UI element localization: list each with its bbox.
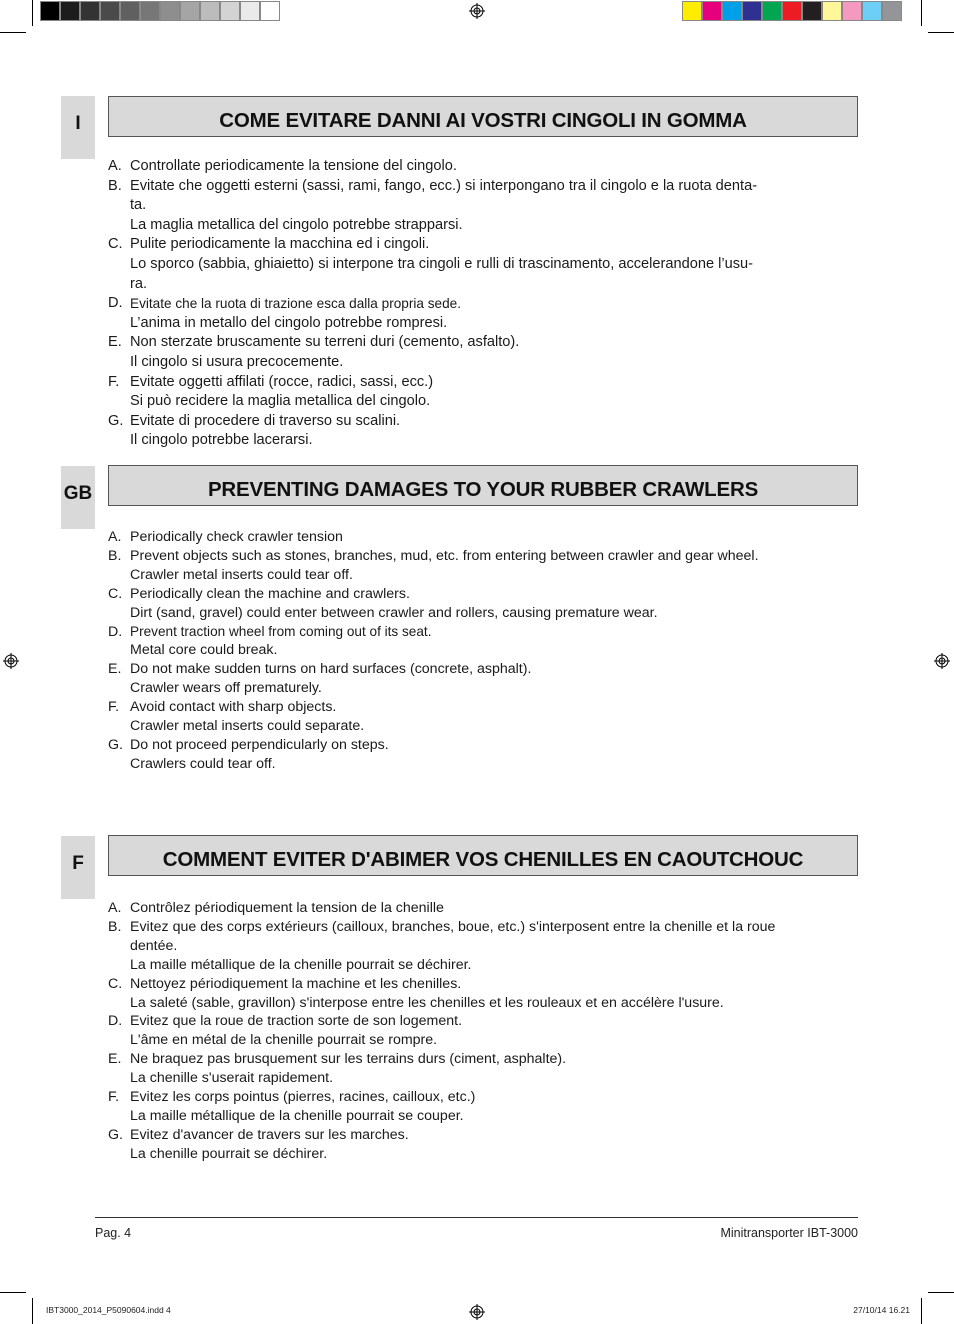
italian-instructions-list [108, 157, 858, 451]
color-swatch [762, 1, 782, 21]
gray-swatch [140, 1, 160, 21]
crop-mark-top-right-v [921, 0, 922, 26]
item-text-line: Evitate che la ruota di trazione esca dalla propria sede. [130, 296, 461, 312]
item-text-line: Si può recidere la maglia metallica del cingolo. [130, 393, 431, 410]
list-item [108, 1126, 858, 1164]
list-item [108, 698, 858, 736]
gray-swatch [160, 1, 180, 21]
crop-mark-top-left-h [0, 32, 26, 33]
gray-swatch [200, 1, 220, 21]
item-text-line: Crawler metal inserts could separate. [130, 718, 365, 735]
list-item [108, 1050, 858, 1088]
crop-mark-top-left-v [32, 0, 33, 26]
list-item [108, 235, 858, 294]
crop-mark-bottom-right-h [928, 1292, 954, 1293]
gray-swatch [100, 1, 120, 21]
color-swatch [822, 1, 842, 21]
list-item [108, 333, 858, 372]
item-text-line: Metal core could break. [130, 642, 278, 659]
item-letter: F. [108, 1089, 120, 1106]
item-letter: A. [108, 529, 122, 545]
item-text-line: La chenille pourrait se déchirer. [130, 1145, 328, 1162]
item-letter: C. [108, 975, 123, 992]
gray-swatch [60, 1, 80, 21]
item-text-line: Crawlers could tear off. [130, 755, 276, 772]
item-text-line: Evitate che oggetti esterni (sassi, rami, fango, ecc.) si interpongano tra il cingolo e la ruota denta- [130, 177, 758, 194]
item-letter: C. [108, 236, 123, 253]
gray-swatch [40, 1, 60, 21]
gray-swatch [240, 1, 260, 21]
section-title-english: PREVENTING DAMAGES TO YOUR RUBBER CRAWLERS [108, 465, 858, 506]
item-text-line: Il cingolo si usura precocemente. [130, 353, 344, 370]
item-text-line: Evitez que des corps extérieurs (cailloux, branches, boue, etc.) s'interposent entre la chenille et la roue [130, 918, 776, 935]
item-letter: E. [108, 1051, 122, 1068]
list-item [108, 528, 858, 547]
color-swatch [702, 1, 722, 21]
item-letter: D. [108, 295, 123, 312]
item-text-line: Crawler wears off prematurely. [130, 680, 322, 697]
list-item [108, 975, 858, 1013]
gray-swatch [120, 1, 140, 21]
list-item [108, 623, 858, 661]
item-text-line: Lo sporco (sabbia, ghiaietto) si interpone tra cingoli e rulli di trascinamento, accelerandone l’usu- [130, 255, 754, 272]
color-swatch [742, 1, 762, 21]
item-letter: C. [108, 585, 123, 602]
item-letter: G. [108, 736, 123, 753]
item-letter: D. [108, 623, 123, 640]
item-text-line: Avoid contact with sharp objects. [130, 699, 337, 716]
item-letter: E. [108, 334, 122, 351]
gray-swatch [220, 1, 240, 21]
list-item [108, 660, 858, 698]
english-instructions-list [108, 528, 858, 774]
crop-mark-bottom-right-v [921, 1298, 922, 1324]
list-item [108, 1012, 858, 1050]
item-letter: B. [108, 177, 122, 194]
item-text-line: dentée. [130, 937, 178, 954]
crop-mark-bottom-left-h [0, 1292, 26, 1293]
process-color-bar [682, 1, 902, 21]
list-item [108, 177, 858, 236]
registration-mark-icon [469, 3, 485, 19]
item-text-line: ta. [130, 197, 147, 214]
item-text-line: Evitate di procedere di traverso su scalini. [130, 412, 401, 429]
item-text-line: Contrôlez périodiquement la tension de la chenille [130, 900, 444, 916]
list-item [108, 918, 858, 975]
item-letter: E. [108, 661, 122, 678]
item-text-line: Pulite periodicamente la macchina ed i cingoli. [130, 236, 430, 253]
section-title-italian: COME EVITARE DANNI AI VOSTRI CINGOLI IN GOMMA [108, 96, 858, 137]
item-text-line: Evitez d'avancer de travers sur les marches. [130, 1126, 409, 1143]
crop-mark-top-right-h [928, 32, 954, 33]
item-text-line: La maglia metallica del cingolo potrebbe strapparsi. [130, 216, 463, 233]
item-letter: G. [108, 412, 124, 429]
item-text-line: Il cingolo potrebbe lacerarsi. [130, 432, 313, 449]
item-text-line: Periodically check crawler tension [130, 529, 343, 545]
color-swatch [682, 1, 702, 21]
item-text-line: Ne braquez pas brusquement sur les terrains durs (ciment, asphalte). [130, 1051, 567, 1068]
registration-mark-icon [469, 1304, 485, 1320]
color-swatch [862, 1, 882, 21]
list-item [108, 585, 858, 623]
item-letter: G. [108, 1126, 123, 1143]
list-item [108, 373, 858, 412]
registration-mark-icon [934, 653, 950, 669]
item-text-line: Do not proceed perpendicularly on steps. [130, 736, 389, 753]
item-letter: F. [108, 699, 120, 716]
item-letter: D. [108, 1013, 123, 1030]
list-item [108, 157, 858, 177]
grayscale-color-bar [40, 1, 280, 21]
item-text-line: Non sterzate bruscamente su terreni duri (cemento, asfalto). [130, 334, 520, 351]
page-number: Pag. 4 [95, 1226, 132, 1240]
footer-rule [95, 1217, 858, 1218]
item-text-line: La maille métallique de la chenille pourrait se déchirer. [130, 956, 472, 973]
list-item [108, 412, 858, 451]
product-name: Minitransporter IBT-3000 [720, 1226, 858, 1240]
item-text-line: Prevent objects such as stones, branches, mud, etc. from entering between crawler and gear wheel. [130, 547, 759, 564]
item-text-line: Do not make sudden turns on hard surfaces (concrete, asphalt). [130, 661, 532, 678]
french-instructions-list [108, 899, 858, 1164]
item-letter: F. [108, 373, 120, 390]
color-swatch [722, 1, 742, 21]
list-item [108, 736, 858, 774]
language-tab-italian: I [61, 96, 95, 159]
item-text-line: Crawler metal inserts could tear off. [130, 566, 353, 583]
color-swatch [842, 1, 862, 21]
item-letter: B. [108, 547, 122, 564]
item-text-line: La saleté (sable, gravillon) s'interpose entre les chenilles et les rouleaux et en accélère l'usure. [130, 994, 724, 1011]
item-letter: B. [108, 918, 122, 935]
color-swatch [802, 1, 822, 21]
gray-swatch [80, 1, 100, 21]
list-item [108, 294, 858, 333]
item-text-line: La chenille s'userait rapidement. [130, 1070, 334, 1087]
item-text-line: Controllate periodicamente la tensione del cingolo. [130, 158, 457, 174]
color-swatch [882, 1, 902, 21]
item-letter: A. [108, 900, 122, 916]
item-text-line: Dirt (sand, gravel) could enter between crawler and rollers, causing premature wear. [130, 604, 658, 621]
language-tab-english: GB [61, 466, 95, 529]
item-text-line: Evitez les corps pointus (pierres, racines, cailloux, etc.) [130, 1089, 476, 1106]
item-text-line: Prevent traction wheel from coming out of its seat. [130, 623, 432, 639]
section-title-french: COMMENT EVITER D'ABIMER VOS CHENILLES EN CAOUTCHOUC [108, 835, 858, 876]
list-item [108, 1088, 858, 1126]
item-text-line: Evitate oggetti affilati (rocce, radici, sassi, ecc.) [130, 373, 434, 390]
gray-swatch [260, 1, 280, 21]
color-swatch [782, 1, 802, 21]
item-text-line: La maille métallique de la chenille pourrait se couper. [130, 1107, 464, 1124]
item-letter: A. [108, 158, 122, 174]
crop-mark-bottom-left-v [32, 1298, 33, 1324]
item-text-line: L’anima in metallo del cingolo potrebbe rompresi. [130, 314, 448, 331]
registration-mark-icon [3, 653, 19, 669]
item-text-line: L'âme en métal de la chenille pourrait se rompre. [130, 1032, 438, 1049]
item-text-line: ra. [130, 275, 148, 292]
list-item [108, 547, 858, 585]
gray-swatch [180, 1, 200, 21]
item-text-line: Nettoyez périodiquement la machine et les chenilles. [130, 975, 462, 992]
item-text-line: Periodically clean the machine and crawlers. [130, 585, 410, 602]
language-tab-french: F [61, 836, 95, 899]
print-slug-filename: IBT3000_2014_P5090604.indd 4 [46, 1305, 171, 1315]
list-item [108, 899, 858, 918]
item-text-line: Evitez que la roue de traction sorte de son logement. [130, 1013, 463, 1030]
print-slug-datetime: 27/10/14 16.21 [853, 1305, 910, 1315]
